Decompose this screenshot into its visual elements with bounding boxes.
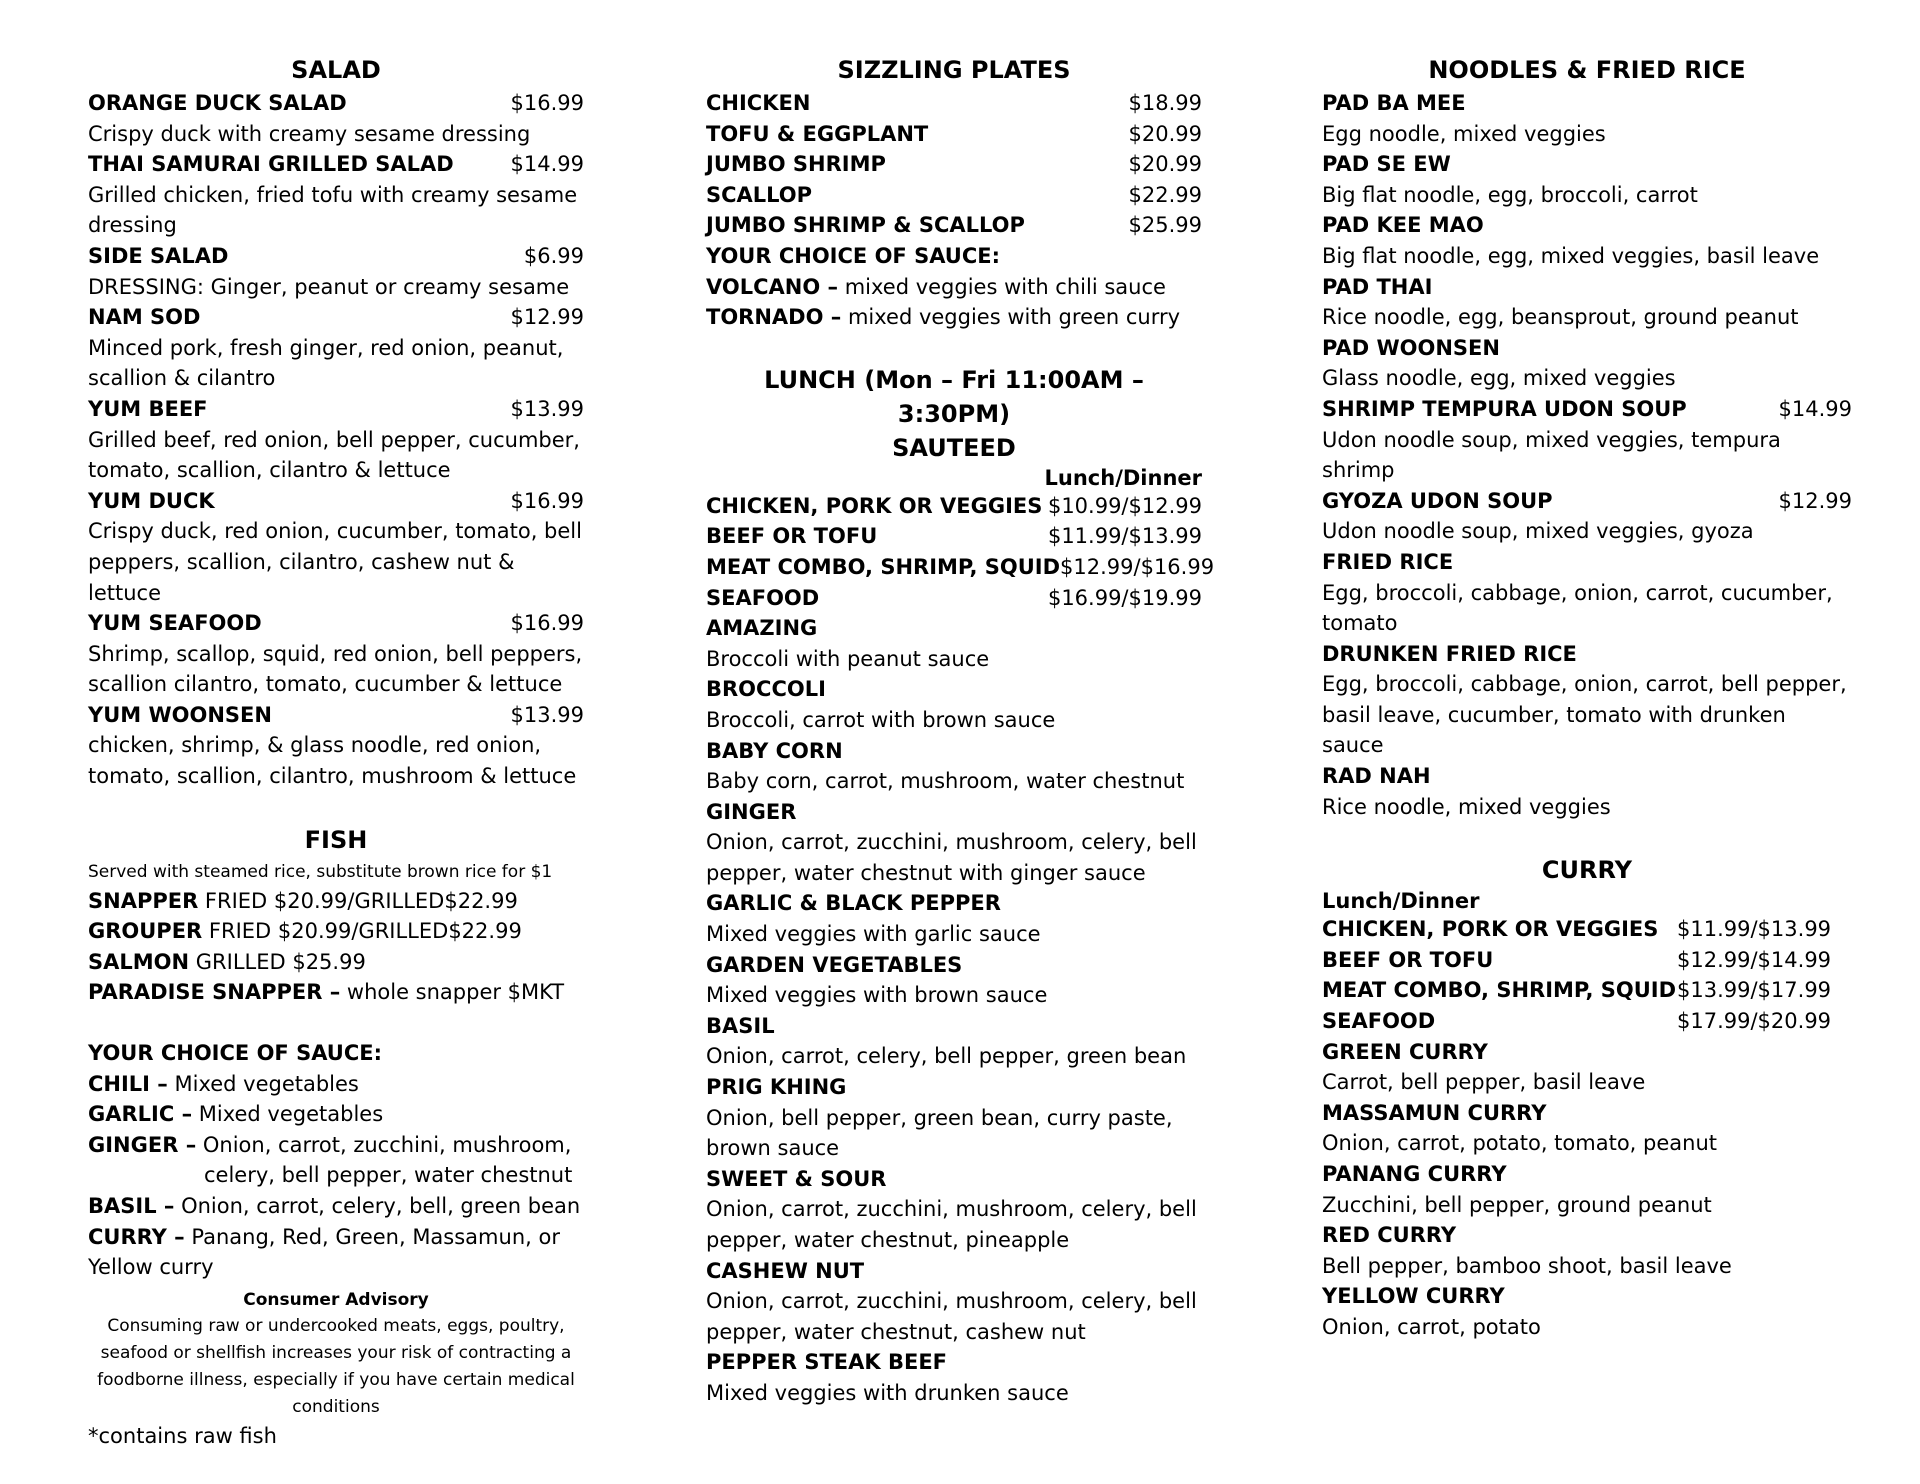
menu-item-description: Grilled beef, red onion, bell pepper, cucumber, tomato, scallion, cilantro & lettuce	[88, 427, 580, 483]
raw-fish-note: *contains raw fish	[88, 1423, 277, 1448]
menu-item-name: PANANG CURRY	[1322, 1162, 1507, 1186]
menu-item-row	[706, 888, 1202, 919]
menu-item-row	[1322, 761, 1852, 792]
menu-item-description: Egg, broccoli, cabbage, onion, carrot, bell pepper, basil leave, cucumber, tomato with drunken sauce	[1322, 672, 1847, 758]
menu-item-description: Rice noodle, mixed veggies	[1322, 794, 1611, 819]
inline-item	[88, 886, 584, 917]
menu-item-row	[1322, 639, 1852, 670]
price-row	[706, 149, 1202, 180]
menu-item-name: BABY CORN	[706, 738, 843, 763]
inline-item	[88, 1130, 584, 1161]
menu-item-description: chicken, shrimp, & glass noodle, red onion, tomato, scallion, cilantro, mushroom & lettuce	[88, 733, 577, 789]
price-row-price: $12.99/$16.99	[1060, 554, 1215, 579]
inline-item-name: SNAPPER	[88, 888, 199, 913]
menu-item-name: GINGER	[706, 799, 797, 824]
price-row-price: $22.99	[1128, 182, 1202, 207]
price-row-name: CHICKEN, PORK OR VEGGIES	[706, 493, 1043, 518]
price-row-price: $11.99/$13.99	[1047, 524, 1202, 549]
menu-item-name: PRIG KHING	[706, 1075, 847, 1100]
menu-item-name: SHRIMP TEMPURA UDON SOUP	[1322, 396, 1687, 421]
price-row-name: SEAFOOD	[1322, 1009, 1436, 1034]
menu-item-price: $16.99	[510, 488, 584, 513]
inline-item-detail: Onion, carrot, zucchini, mushroom,	[196, 1132, 572, 1157]
inline-item-detail: FRIED $20.99/GRILLED$22.99	[202, 919, 522, 944]
curry-list	[1322, 1037, 1852, 1343]
menu-column-middle	[706, 52, 1215, 1409]
curry-price-list	[1322, 914, 1852, 1036]
menu-item-row	[706, 797, 1202, 828]
menu-item-name: PAD SE EW	[1322, 152, 1451, 177]
price-row-name: TOFU & EGGPLANT	[706, 121, 929, 146]
menu-item-row	[1322, 547, 1852, 578]
menu-item-description: Zucchini, bell pepper, ground peanut	[1322, 1192, 1712, 1217]
inline-item-detail: mixed veggies with green curry	[841, 305, 1181, 330]
menu-item-description: Egg noodle, mixed veggies	[1322, 121, 1606, 146]
menu-item-description: Mixed veggies with drunken sauce	[706, 1380, 1069, 1405]
menu-item-name: YUM WOONSEN	[88, 702, 272, 727]
salad-section-title: SALAD	[291, 56, 381, 84]
sizzling-sauce-list	[706, 272, 1202, 333]
inline-item	[88, 947, 584, 978]
menu-item-row	[706, 1011, 1202, 1042]
inline-item-detail: FRIED $20.99/GRILLED$22.99	[198, 888, 518, 913]
menu-item-name: YELLOW CURRY	[1322, 1284, 1505, 1309]
menu-item-row	[706, 674, 1202, 705]
menu-item-row	[1322, 149, 1852, 180]
menu-item-row	[706, 736, 1202, 767]
price-row	[706, 491, 1202, 522]
sizzling-sauce-title: YOUR CHOICE OF SAUCE:	[706, 243, 1001, 268]
menu-item-name: SWEET & SOUR	[706, 1166, 887, 1191]
menu-item-description: Mixed veggies with brown sauce	[706, 983, 1048, 1008]
menu-item-name: BROCCOLI	[706, 677, 826, 702]
price-row	[706, 552, 1215, 583]
menu-item-price: $13.99	[510, 396, 584, 421]
menu-item-description: Egg, broccoli, cabbage, onion, carrot, cucumber, tomato	[1322, 580, 1833, 636]
menu-item-description: Onion, carrot, zucchini, mushroom, celery, bell pepper, water chestnut, cashew nut	[706, 1289, 1197, 1344]
menu-item-name: GARLIC & BLACK PEPPER	[706, 891, 1001, 916]
inline-item-name: GARLIC –	[88, 1102, 193, 1127]
curry-section-title: CURRY	[1541, 856, 1633, 885]
menu-item-description: Onion, carrot, zucchini, mushroom, celery, bell pepper, water chestnut, pineapple	[706, 1197, 1197, 1252]
menu-item-name: YUM DUCK	[88, 488, 215, 513]
menu-item-description: Crispy duck, red onion, cucumber, tomato, bell peppers, scallion, cilantro, cashew nut & lettuce	[88, 519, 582, 605]
price-row-price: $18.99	[1128, 91, 1202, 115]
lunch-dinner-header: Lunch/Dinner	[1044, 465, 1202, 490]
inline-item	[88, 1222, 584, 1253]
menu-item-description: Crispy duck with creamy sesame dressing	[88, 121, 531, 146]
inline-item-detail: whole snapper $MKT	[340, 980, 565, 1005]
menu-item-description: Udon noodle soup, mixed veggies, tempura shrimp	[1322, 427, 1781, 483]
price-row	[706, 210, 1202, 241]
menu-item-description: Carrot, bell pepper, basil leave	[1322, 1070, 1646, 1095]
fish-note: Served with steamed rice, substitute brown rice for $1	[88, 861, 553, 882]
menu-item-row	[1322, 1281, 1852, 1312]
menu-item-name: ORANGE DUCK SALAD	[88, 91, 347, 115]
menu-item-name: THAI SAMURAI GRILLED SALAD	[88, 152, 454, 177]
lunch-section-title: LUNCH (Mon – Fri 11:00AM – 3:30PM)	[764, 365, 1144, 428]
menu-item-price: $6.99	[523, 243, 584, 268]
menu-item-row	[1322, 1037, 1852, 1068]
curry-lunch-dinner-header: Lunch/Dinner	[1322, 889, 1480, 914]
sizzling-section-title: SIZZLING PLATES	[837, 56, 1071, 84]
inline-item	[88, 1069, 584, 1100]
menu-item-name: GREEN CURRY	[1322, 1039, 1488, 1064]
menu-item-row	[1322, 272, 1852, 303]
menu-item-description: Bell pepper, bamboo shoot, basil leave	[1322, 1253, 1732, 1278]
price-row	[706, 180, 1202, 211]
fish-sauce-title: YOUR CHOICE OF SAUCE:	[88, 1041, 383, 1066]
menu-item-price: $14.99	[1778, 396, 1852, 421]
advisory-title: Consumer Advisory	[243, 1289, 429, 1310]
menu-item-row	[1322, 486, 1852, 517]
inline-item-name: TORNADO –	[706, 305, 842, 330]
price-row-name: CHICKEN	[706, 91, 811, 115]
menu-item-description: Udon noodle soup, mixed veggies, gyoza	[1322, 519, 1754, 544]
menu-item-row	[706, 1164, 1202, 1195]
price-row	[706, 583, 1202, 614]
inline-item	[88, 916, 584, 947]
menu-item-row	[1322, 210, 1852, 241]
menu-item-description: Minced pork, fresh ginger, red onion, peanut, scallion & cilantro	[88, 335, 564, 391]
inline-item-name: BASIL –	[88, 1194, 175, 1218]
price-row	[1322, 975, 1852, 1006]
salad-list	[88, 88, 584, 792]
menu-item-row	[88, 302, 584, 333]
price-row-name: JUMBO SHRIMP	[706, 152, 886, 177]
menu-item-row	[88, 486, 584, 517]
menu-item-name: BASIL	[706, 1013, 775, 1038]
menu-item-description: Broccoli with peanut sauce	[706, 646, 990, 671]
menu-item-description: Big flat noodle, egg, mixed veggies, basil leave	[1322, 243, 1820, 268]
inline-item-name: VOLCANO –	[706, 274, 839, 299]
price-row-price: $13.99/$17.99	[1677, 978, 1832, 1003]
price-row-price: $10.99/$12.99	[1047, 493, 1202, 518]
price-row-name: BEEF OR TOFU	[1322, 947, 1494, 972]
price-row	[706, 88, 1202, 119]
menu-item-description: Big flat noodle, egg, broccoli, carrot	[1322, 182, 1698, 207]
menu-item-row	[706, 950, 1202, 981]
menu-item-row	[1322, 88, 1852, 119]
menu-item-description: Shrimp, scallop, squid, red onion, bell peppers, scallion cilantro, tomato, cucumber & lettuce	[88, 641, 583, 697]
inline-item	[88, 977, 584, 1008]
menu-item-row	[1322, 333, 1852, 364]
inline-item-detail-continued: celery, bell pepper, water chestnut	[204, 1163, 573, 1188]
price-row-name: SCALLOP	[706, 182, 813, 207]
inline-item-name: GROUPER	[88, 919, 203, 944]
inline-item-name: CHILI –	[88, 1071, 168, 1096]
menu-item-row	[706, 1072, 1202, 1103]
menu-item-name: RAD NAH	[1322, 764, 1431, 789]
price-row-name: BEEF OR TOFU	[706, 524, 878, 549]
menu-item-row	[1322, 1159, 1852, 1190]
inline-item-detail: mixed veggies with chili sauce	[838, 274, 1166, 299]
inline-item	[88, 1099, 584, 1130]
menu-item-name: FRIED RICE	[1322, 549, 1454, 574]
noodles-section-title: NOODLES & FRIED RICE	[1428, 56, 1746, 84]
price-row-name: CHICKEN, PORK OR VEGGIES	[1322, 917, 1659, 942]
menu-item-row	[706, 1256, 1202, 1287]
inline-item	[706, 272, 1202, 303]
menu-item-price: $12.99	[510, 305, 584, 330]
price-row-name: MEAT COMBO, SHRIMP, SQUID	[706, 554, 1061, 579]
menu-item-description: Baby corn, carrot, mushroom, water chestnut	[706, 769, 1185, 794]
sauteed-section-title: SAUTEED	[892, 433, 1016, 462]
price-row	[1322, 1006, 1852, 1037]
price-row-name: JUMBO SHRIMP & SCALLOP	[706, 213, 1025, 238]
menu-item-name: GYOZA UDON SOUP	[1322, 488, 1553, 513]
menu-item-name: AMAZING	[706, 616, 818, 641]
inline-item-name: SALMON	[88, 949, 190, 974]
menu-item-name: PAD BA MEE	[1322, 91, 1466, 115]
advisory-text: Consuming raw or undercooked meats, eggs, poultry, seafood or shellfish increases your risk of contracting a foodborne illness, especially if you have certain medical conditions	[97, 1315, 575, 1417]
inline-item	[88, 1191, 584, 1222]
menu-item-description: Onion, carrot, potato	[1322, 1314, 1541, 1339]
inline-item-detail: Panang, Red, Green, Massamun, or	[184, 1224, 560, 1249]
price-row-name: SEAFOOD	[706, 585, 820, 610]
menu-item-name: CASHEW NUT	[706, 1258, 865, 1283]
menu-item-name: DRUNKEN FRIED RICE	[1322, 641, 1577, 666]
menu-item-row	[706, 613, 1202, 644]
menu-item-name: PEPPER STEAK BEEF	[706, 1350, 948, 1375]
menu-item-name: MASSAMUN CURRY	[1322, 1100, 1547, 1125]
price-row	[706, 119, 1202, 150]
inline-item-name: GINGER –	[88, 1132, 197, 1157]
price-row	[1322, 945, 1852, 976]
menu-item-description: Glass noodle, egg, mixed veggies	[1322, 366, 1676, 391]
menu-item-row	[1322, 1220, 1852, 1251]
menu-column-left	[88, 52, 584, 1451]
menu-item-row	[706, 1347, 1202, 1378]
menu-item-name: SIDE SALAD	[88, 243, 229, 268]
price-row	[706, 521, 1202, 552]
fish-section-title: FISH	[304, 825, 368, 854]
menu-item-row	[88, 88, 584, 119]
menu-item-name: PAD THAI	[1322, 274, 1433, 299]
inline-item-detail-continued: Yellow curry	[88, 1255, 214, 1280]
menu-item-description: Rice noodle, egg, beansprout, ground peanut	[1322, 305, 1799, 330]
inline-item-detail: Mixed vegetables	[192, 1102, 384, 1127]
menu-item-name: NAM SOD	[88, 305, 201, 330]
fish-list	[88, 886, 584, 1008]
inline-item-detail: Mixed vegetables	[167, 1071, 359, 1096]
menu-item-price: $14.99	[510, 152, 584, 177]
menu-item-price: $12.99	[1778, 488, 1852, 513]
inline-item-name: CURRY –	[88, 1224, 185, 1249]
menu-item-description: Grilled chicken, fried tofu with creamy sesame dressing	[88, 182, 578, 238]
menu-item-name: YUM SEAFOOD	[88, 611, 262, 636]
price-row-price: $20.99	[1128, 121, 1202, 146]
menu-item-description: Onion, carrot, potato, tomato, peanut	[1322, 1131, 1717, 1156]
price-row-price: $11.99/$13.99	[1677, 917, 1832, 942]
price-row-price: $17.99/$20.99	[1677, 1009, 1832, 1034]
menu-item-price: $16.99	[510, 611, 584, 636]
menu-item-description: Broccoli, carrot with brown sauce	[706, 707, 1056, 732]
menu-item-description: Mixed veggies with garlic sauce	[706, 922, 1041, 947]
inline-item-detail: GRILLED $25.99	[189, 949, 366, 974]
price-row	[1322, 914, 1852, 945]
fish-sauce-list	[88, 1069, 584, 1283]
menu-item-price: $13.99	[510, 702, 584, 727]
inline-item	[706, 302, 1202, 333]
price-row-price: $16.99/$19.99	[1047, 585, 1202, 610]
menu-item-description: Onion, carrot, zucchini, mushroom, celery, bell pepper, water chestnut with ginger sauce	[706, 830, 1197, 885]
price-row-price: $12.99/$14.99	[1677, 947, 1832, 972]
sauteed-list	[706, 613, 1202, 1408]
noodles-list	[1322, 88, 1852, 822]
inline-item-detail: Onion, carrot, celery, bell, green bean	[174, 1194, 581, 1218]
menu-item-name: GARDEN VEGETABLES	[706, 952, 963, 977]
price-row-name: MEAT COMBO, SHRIMP, SQUID	[1322, 978, 1677, 1003]
menu-item-name: YUM BEEF	[88, 396, 208, 421]
menu-column-right	[1322, 52, 1852, 1343]
menu-item-description: DRESSING: Ginger, peanut or creamy sesame	[88, 274, 570, 299]
menu-item-row	[88, 394, 584, 425]
menu-item-name: PAD KEE MAO	[1322, 213, 1484, 238]
menu-item-description: Onion, carrot, celery, bell pepper, green bean	[706, 1044, 1187, 1069]
menu-item-price: $16.99	[510, 91, 584, 115]
menu-item-row	[1322, 394, 1852, 425]
menu-item-row	[88, 608, 584, 639]
menu-item-row	[88, 241, 584, 272]
menu-item-row	[1322, 1098, 1852, 1129]
menu-item-row	[88, 700, 584, 731]
menu-item-row	[88, 149, 584, 180]
inline-item-name: PARADISE SNAPPER –	[88, 980, 341, 1005]
menu-item-name: RED CURRY	[1322, 1223, 1457, 1248]
price-row-price: $25.99	[1128, 213, 1202, 238]
sauteed-price-list	[706, 491, 1215, 613]
sizzling-list	[706, 88, 1202, 241]
menu-item-description: Onion, bell pepper, green bean, curry paste, brown sauce	[706, 1105, 1173, 1161]
price-row-price: $20.99	[1128, 152, 1202, 177]
menu-item-name: PAD WOONSEN	[1322, 335, 1500, 360]
